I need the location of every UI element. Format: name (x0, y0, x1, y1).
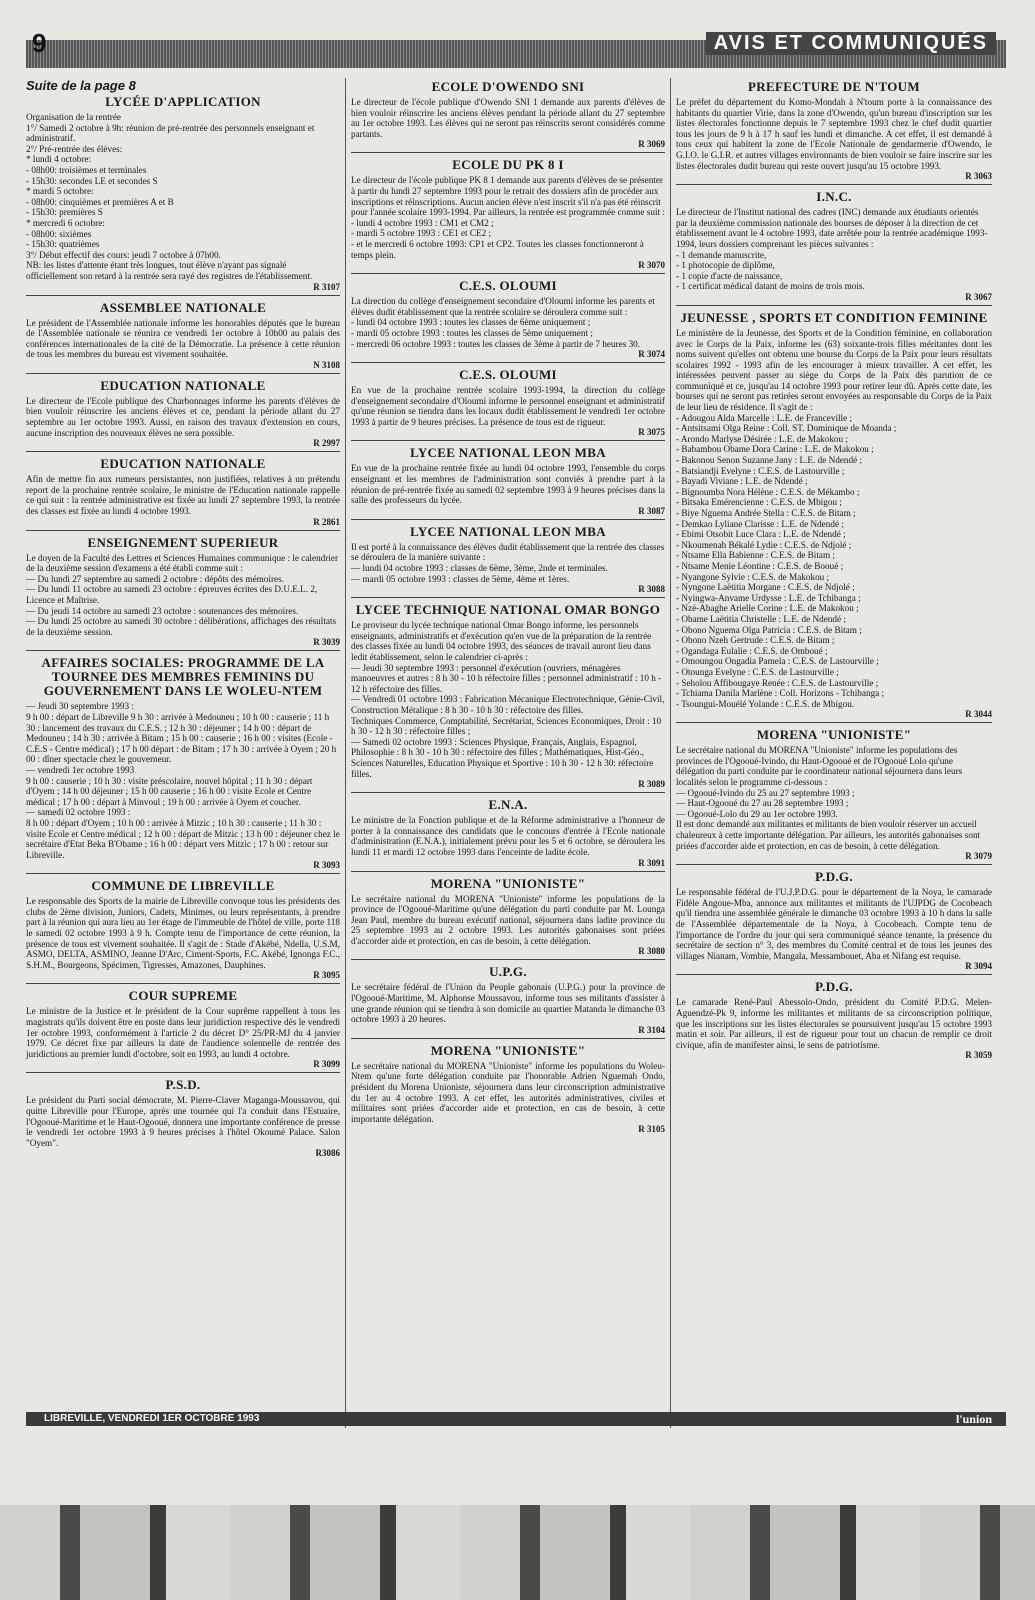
article-title: I.N.C. (816, 189, 852, 205)
article-lines (351, 620, 665, 779)
article-title: ECOLE DU PK 8 I (452, 157, 564, 173)
text-line: - Seholou Affibougaye Renée : C.E.S. de Lastourville ; (676, 677, 879, 688)
text-line: * mardi 5 octobre: (26, 186, 94, 197)
article-text: Le directeur de l'école publique d'Owendo SNI 1 demande aux parents d'élèves de bien vouloir réinscrire les anciens élèves pendant la période allant du 27 septembre au 1er octobre 1993. Les élèves qui ne seront pas réinscrits seront considérés comme partants. (351, 97, 665, 139)
article-text: En vue de la prochaine rentrée scolaire 1993-1994, la direction du collège d'enseignement secondaire d'Oloumi informe le personnel enseignant et administratif qu'une réunion se tiendra dans les locaux dudit établissement le vendredi 1er octobre 1993 à partir de 9 heures précises. La présence de tous est de rigueur. (351, 385, 665, 427)
text-line: - Bitsaka Emérencienne : C.E.S. de Mbigou ; (676, 497, 842, 508)
text-line: Le proviseur du lycée technique national Omar Bongo informe, les personnels enseignants, administratifs et d'exécution qu'en vue de la préparation de la rentrée des classes fixée au lundi 04 octobre 1993, des séances de travail auront lieu dans ledit établissement, selon le calendrier ci-après : (351, 620, 652, 662)
article-title: U.P.G. (489, 964, 527, 980)
column-2 (351, 78, 665, 1142)
text-line: - lundi 04 octobre 1993 : toutes les classes de 6ème uniquement ; (351, 317, 591, 328)
article (351, 965, 665, 1038)
article-title: LYCÉE D'APPLICATION (105, 94, 261, 109)
article (351, 279, 665, 363)
text-line: — samedi 02 octobre 1993 : (26, 807, 131, 818)
article-title: P.D.G. (815, 869, 853, 885)
article-title: P.D.G. (815, 979, 853, 995)
text-line: — Ogooué-Ivindo du 25 au 27 septembre 1993 ; (676, 787, 855, 798)
article-ref: R 3080 (638, 946, 665, 957)
text-line: - Biye Nguema Andrée Stella : C.E.S. de Bitam ; (676, 508, 856, 518)
article-title: COMMUNE DE LIBREVILLE (91, 878, 275, 894)
text-line: - Bayadi Viviane : L.E. de Ndendé ; (676, 476, 808, 487)
article-ref: R 3079 (965, 851, 992, 862)
text-line: - 08h00: sixièmes (26, 228, 92, 239)
text-line: Il est porté à la connaissance des élèves dudit établissement que la rentrée des classes se déroulera de la manière suivante : (351, 541, 665, 563)
continuation-kicker: Suite de la page 8 (26, 78, 136, 93)
article-ref: R 3067 (965, 291, 992, 302)
article-text: Le secrétaire national du MORENA "Unioniste" informe les populations du Woleu-Ntem qu'une forte délégation conduite par l'honorable Adrien Nguemah Ondo, président du Morena Unioniste, séjournera dans leur circonscription administrative du 1er au 4 octobre 1993. A cet effet, les autorités administratives, civiles et militaires sont priées d'accorder aide et protection, en cas de besoin, à cette importante délégation. (351, 1060, 665, 1124)
article (351, 603, 665, 793)
text-line: — Ogooué-Lolo du 29 au 1er octobre 1993. (676, 808, 838, 819)
article-ref: R 3095 (313, 970, 340, 981)
footer-date: LIBREVILLE, VENDREDI 1ER OCTOBRE 1993 (44, 1413, 260, 1424)
text-line: - Obono Nguema Olga Patricia : C.E.S. de Bitam ; (676, 624, 862, 635)
text-line: - Bignoumba Nora Hélène : C.E.S. de Mékambo ; (676, 486, 860, 497)
text-line: - 1 photocopie de diplôme, (676, 260, 775, 271)
text-line: - 1 copie d'acte de naissance, (676, 270, 783, 281)
text-line: — Haut-Ogooué du 27 au 28 septembre 1993 ; (676, 798, 849, 809)
article-text: Le ministre de la Fonction publique et de la Réforme administrative a l'honneur de porter à la connaissance des candidats que le concours d'entrée à l'Ecole nationale d'administration (E.N.A.), initialement prévu pour les 5 et 6 octobre, se déroulera les lundi 11 et mardi 12 octobre 1993 dans l'enceinte de ladite école. (351, 815, 665, 857)
article (351, 525, 665, 598)
text-line: - Batsiandji Evelyne : C.E.S. de Lastourville ; (676, 465, 845, 476)
article-ref: R 3039 (313, 637, 340, 648)
text-line: NB: les listes d'attente étant très longues, tout élève n'ayant pas signalé officiellement son retard à la rentrée sera rayé des registres de l'établissement. (26, 260, 313, 281)
article-ref: R 3087 (638, 505, 665, 516)
text-line: - Antsitsami Olga Reine : Coll. ST. Dominique de Moanda ; (676, 423, 897, 434)
text-line: 2°/ Pré-rentrée des élèves: (26, 143, 123, 154)
article-ref: R 3105 (638, 1124, 665, 1135)
article-ref: R 3070 (638, 260, 665, 271)
article-ref: R3086 (315, 1148, 340, 1159)
article-text: Le camarade René-Paul Abessolo-Ondo, président du Comité P.D.G. Melen-Aguendzé-Pk 9, informe les militantes et militants de sa circonscription politique, que les inscriptions sur les listes électorales se poursuivent jusqu'au 15 octobre 1993 matin et soir. Par ailleurs, il est de rigueur pour tout un chacun de remplir ce droit civique, afin de manifester ainsi, le sens de patriotisme. (676, 997, 992, 1050)
article-title: LYCEE TECHNIQUE NATIONAL OMAR BONGO (355, 602, 661, 618)
text-line: * lundi 4 octobre: (26, 154, 92, 165)
article-ref: R 3091 (638, 857, 665, 868)
scan-artifact-band (0, 1505, 1035, 1600)
page-number: 9 (32, 28, 47, 58)
article-title: EDUCATION NATIONALE (100, 377, 266, 393)
article-text: Le ministère de la Jeunesse, des Sports et de la Condition féminine, en collaboration avec le Corps de la Paix, informe les (63) soixante-trois filles méritantes dont les noms suivent qu'elles ont obtenu une bourse du Corps de la Paix pour leurs résultats scolaires 1992 - 1993 afin de les encourager à mieux travailler. A cet effet, les intéressées peuvent passer au siège du Corps de la Paix dès parution de ce communiqué et ce, jusqu'au 14 octobre 1993 pour retirer leur dû. Après cette date, les bourses qui ne seront pas retirées seront envoyées au responsable du Corps de la Paix de leur lieu de résidence. Il s'agit de : (676, 327, 992, 413)
newspaper-logo: l'union (955, 1412, 992, 1426)
article-ref: R 3044 (965, 709, 992, 720)
text-line: - mardi 5 octobre 1993 : CE1 et CE2 ; (351, 228, 492, 239)
article-title: E.N.A. (488, 797, 528, 813)
text-line: Le directeur de l'Institut national des cadres (INC) demande aux étudiants orientés par la deuxième commission nationale des bourses de déposer à la direction de cet établissement avant le 4 octobre 1993, date arrêtée pour la rentrée académique 1993-1994, leurs dossiers comprenant les pièces suivantes : (676, 207, 988, 249)
text-line: — vendredi 1er octobre 1993 (26, 764, 135, 775)
text-line: - Obame Laëtitia Christelle : L.E. de Ndendé ; (676, 613, 846, 624)
column-divider (345, 78, 346, 1428)
text-line: - Tchiama Danila Marlène : Coll. Horizons - Tchibanga ; (676, 688, 885, 699)
text-line: - Ntsame Ella Babienne : C.E.S. de Bitam ; (676, 550, 835, 561)
article (26, 879, 340, 984)
text-line: - Demkao Lyliane Clarisse : L.E. de Ndendé ; (676, 518, 844, 529)
text-line: Le secrétaire national du MORENA "Unioniste" informe les populations des provinces de l'Ogooué-Ivindo, du Haut-Ogooué et de l'Ogooué Lolo qu'une délégation du parti conduite par le coordinateur national séjournera dans leurs localités selon le programme ci-dessous : (676, 745, 963, 788)
article-title: JEUNESSE , SPORTS ET CONDITION FEMININE (680, 309, 988, 325)
text-line: - et le mercredi 6 octobre 1993: CP1 et CP2. Toutes les classes fonctionneront à temps plein. (351, 238, 644, 260)
article-ref: R 3063 (965, 171, 992, 182)
article (26, 95, 340, 296)
text-line: 3°/ Début effectif des cours: jeudi 7 octobre à 07h00. (26, 249, 221, 260)
article-ref: R 3089 (638, 779, 665, 790)
text-line: - 08h00: troisièmes et terminales (26, 164, 147, 175)
article (26, 656, 340, 874)
article-title: COUR SUPREME (128, 988, 238, 1004)
article-ref: R 3099 (313, 1059, 340, 1070)
text-line: — Vendredi 01 octobre 1993 : Fabrication Mécanique Electrotechnique, Génie-Civil, Construction Métalique : 8 h 30 - 10 h 30 : réfectoire des filles. (351, 694, 665, 715)
article (26, 457, 340, 530)
article (351, 798, 665, 871)
text-line: - Ebimi Otsobit Luce Clara : L.E. de Ndendé ; (676, 529, 846, 540)
article (26, 1078, 340, 1161)
article-title: PREFECTURE DE N'TOUM (748, 79, 920, 94)
text-line: - Nyingwa-Anvame Urdysse : L.E. de Tchibanga ; (676, 592, 861, 603)
text-line: - Tsoungui-Mouélé Yolande : C.E.S. de Mbigou. (676, 698, 855, 709)
article-ref: R 3094 (965, 961, 992, 972)
article-title: P.S.D. (165, 1077, 201, 1093)
article (26, 536, 340, 652)
article-ref: R 2997 (313, 438, 340, 449)
footer-bar (26, 1412, 1006, 1426)
article-text: Le préfet du département du Komo-Mondah à N'toum porte à la connaissance des habitants du quartier Virie, dans la zone d'Owendo, qu'un bureau d'inscription sur les listes électorales fonctionne depuis le 7 septembre 1993 chez le chef dudit quartier tous les jours de 9 h à 17 h sauf les lundi et dimanche. A cet effet, il est demandé à tous ceux qui habitent la zone de l'Ecole Nationale de gendarmerie d'Owendo, le G.I.O. le G.I.R. et autres villages environnants de bien vouloir se faire inscrire sur les listes électorales dudit bureau qui reste ouvert jusqu'au 15 octobre 1993. (676, 97, 992, 171)
article (676, 980, 992, 1063)
article-title: C.E.S. OLOUMI (459, 367, 557, 383)
text-line: - Nyngone Laëtitia Morgane : C.E.S. de Ndjolé ; (676, 582, 855, 593)
article-title: EDUCATION NATIONALE (100, 456, 266, 472)
article-text: Le secrétaire national du MORENA "Unioniste" informe les populations de la province de l'Ogooué-Maritime qu'une délégation du parti conduite par M. Lounga Jean Paul, membre du bureau exécutif national, séjournera dans ladite province du 25 septembre 1993 au 2 octobre 1993. Les autorités gabonaises sont priées d'accorder aide et protection, en cas de besoin, à cette délégation. (351, 893, 665, 946)
text-line: — Du lundi 11 octobre au samedi 23 octobre : épreuves écrites des D.U.E.L. 2, Licence et Maîtrise. (26, 584, 318, 605)
text-line: - Otounga Evelyne : C.E.S. de Lastourville ; (676, 666, 839, 677)
text-line: - Nyangone Sylvie : C.E.S. de Makokou ; (676, 571, 830, 582)
text-line: - Babambou Obame Dora Carine : L.E. de Makokou ; (676, 444, 874, 455)
text-line: - 1 certificat médical datant de moins de trois mois. (676, 281, 865, 292)
article (351, 446, 665, 519)
text-line: La direction du collège d'enseignement secondaire d'Oloumi informe les parents et élèves dudit établissement que la rentrée scolaire se déroulera comme suit : (351, 296, 655, 317)
name-list (676, 413, 992, 710)
article-title: MORENA "UNIONISTE" (756, 727, 912, 743)
article-ref: R 3059 (965, 1050, 992, 1061)
text-line: 9 h 00 : causerie ; 10 h 30 : visite préscolaire, nouvel hôpital ; 11 h 30 : départ d'Oyem ; 14 h 00 déjeuner ; 15 h 00 causerie ; 16 h 00 : visite Ecole et Centre médical ; 17 h 00 : départ à Minvoul ; 19 h 00 : arrivée à Oyem et coucher. (26, 775, 313, 807)
article (26, 989, 340, 1073)
text-line: — Jeudi 30 septembre 1993 : (26, 701, 134, 712)
article (351, 368, 665, 441)
article (676, 190, 992, 306)
text-line: - Adougou Alda Marcelle : L.E. de Franceville ; (676, 412, 853, 423)
article-title: C.E.S. OLOUMI (459, 278, 557, 294)
article-text: Le ministre de la Justice et le président de la Cour suprême rappellent à tous les magistrats qu'ils doivent être en poste dans leur juridiction respective dès le vendredi 1er octobre 1993, conformément à l'article 2 du décret D° 25/PR-MJ du 4 janvier 1979. Ce décret fixe par ailleurs la date de l'audience solennelle de rentrée des juridictions au premier lundi d'octobre, soit en 1993, au lundi 4 octobre. (26, 1006, 340, 1059)
text-line: — Samedi 02 octobre 1993 : Sciences Physique, Français, Anglais, Espagnol, Philosophie : 8 h 30 - 10 h 30 : réfectoire des filles ; Mathématiques, Hist-Géo., Sciences Naturelles, Education Physique et Sportive : 10 h 30 - 12 h 30: réfectoire filles. (351, 736, 654, 779)
article (26, 379, 340, 452)
article-title: MORENA "UNIONISTE" (430, 1042, 586, 1058)
text-line: - mardi 05 octobre 1993 : toutes les classes de 5ème uniquement ; (351, 327, 593, 338)
text-line: 9 h 00 : départ de Libreville 9 h 30 : arrivée à Medouneu ; 10 h 00 : causerie ; 11 h 30 : lancement des travaux du C.E.S. ; 12 h 30 : déjeuner ; 14 h 00 : départ de Medouneu ; 14 h 30 : arrivée à Bitam ; 15 h 00 : causerie ; 16 h 00 : visites (Ecole - C.E.S - Centre médical) ; 17 h 00 départ : de Bitam ; 17 h 30 : arrivée à Oyem ; 20 h 00 : dîner spectacle chez le gouverneur. (26, 711, 337, 765)
article-text: Le responsable fédéral de l'U.J.P.D.G. pour le département de la Noya, le camarade Fidèle Angoue-Mba, annonce aux militantes et militants de l'UJPDG de Cocobeach qu'il tiendra une assemblée générale le dimanche 03 octobre 1993 à 10 h dans la salle de l'Assemblée départementale de la Noya, à Cocobeach. Compte tenu de l'importance de l'ordre du jour qui sera communiqué séance tenante, la présence du secrétaire de section n° 3, des membres du Comité central et de tous les jeunes des villages Nianam, Vombie, Mangala, Messambouet, Aba et Nifang est requise. (676, 887, 992, 961)
article (351, 80, 665, 153)
article-title: ASSEMBLEE NATIONALE (99, 299, 267, 315)
article-text: Le président du Parti social démocrate, M. Pierre-Claver Maganga-Moussavou, qui quitte Libreville pour l'Europe, après une tournée qui l'a conduit dans l'Estuaire, l'Ogooué-Maritime et le Haut-Ogooué, donnera une importante conférence de presse le vendredi 1er octobre 1993 à 9 heures précises à l'hôtel Okoumé Palace. Salon "Oyem". (26, 1095, 340, 1148)
article-lines (26, 553, 340, 638)
article-title: LYCEE NATIONAL LEON MBA (410, 445, 606, 461)
article-text: En vue de la prochaine rentrée fixée au lundi 04 octobre 1993, l'ensemble du corps enseignant et les membres de l'administration sont conviés à prendre part à la réunion de pré-rentrée fixée au samedi 02 septembre 1993 à 9 heures précises dans la salle des professeurs du lycée. (351, 463, 665, 506)
text-line: - Arondo Marlyse Désirée : L.E. de Makokou ; (676, 433, 848, 444)
article-title: AFFAIRES SOCIALES: PROGRAMME DE LA TOURNEE DES MEMBRES FEMININS DU GOUVERNEMENT DANS LE WOLEU-NTEM (41, 655, 325, 699)
text-line: — Du jeudi 14 octobre au samedi 23 octobre : soutenances des mémoires. (26, 605, 299, 616)
article-title: MORENA "UNIONISTE" (430, 875, 586, 891)
text-line: - 1 demande manuscrite, (676, 249, 767, 260)
article (351, 158, 665, 274)
article-title: ENSEIGNEMENT SUPERIEUR (87, 534, 279, 550)
article-lines (351, 542, 665, 584)
article (351, 1044, 665, 1138)
text-line: - 15h30: secondes LE et secondes S (26, 175, 158, 186)
article (676, 870, 992, 975)
text-line: — lundi 04 octobre 1993 : classes de 6ème, 3ème, 2nde et terminales. (351, 563, 608, 574)
text-line: — Du lundi 25 octobre au samedi 30 octobre : délibérations, affichages des résultats de la deuxième session. (26, 616, 337, 637)
text-line: Techniques Commerce, Comptabilité, Secrétariat, Sciences Economiques, Droit : 10 h 30 - 12 h 30 : réfectoire filles ; (351, 715, 662, 737)
column-3 (676, 78, 992, 1068)
text-line: - Nzé-Abaghe Arielle Corine : L.E. de Makokou ; (676, 603, 859, 614)
article-ref: R 3093 (313, 860, 340, 871)
article (676, 311, 992, 723)
text-line: - lundi 4 octobre 1993 : CM1 et CM2 ; (351, 217, 494, 228)
text-line: - mercredi 06 octobre 1993 : toutes les classes de 3ème à partir de 7 heures 30. (351, 338, 641, 349)
column-divider (670, 78, 671, 1428)
article-ref: R 3069 (638, 139, 665, 150)
article-ref: R 3104 (638, 1024, 665, 1035)
text-line: — Jeudi 30 septembre 1993 : personnel d'exécution (ouvriers, ménagères manoeuvres et autres : 8 h 30 - 10 h réfectoire filles ; personnel administratif : 10 h - 12 h réfectoire des filles. (351, 662, 662, 694)
article-ref: N 3108 (313, 359, 340, 370)
article-lines (676, 207, 992, 292)
text-line: 8 h 00 : départ d'Oyem ; 10 h 00 : arrivée à Mitzic ; 10 h 30 : causerie ; 11 h 30 : visite Ecole et Centre médical ; 12 h 00 : départ de Mitzic ; 13 h 00 : déjeuner chez le secrétaire d'Etat Beka B'Obame ; 16 h 00 : départ vers Mitzic ; 17 h 00 : retour sur Libreville. (26, 817, 340, 860)
text-line: Organisation de la rentrée (26, 112, 121, 122)
text-line: - 15h30: premières S (26, 207, 103, 218)
article-ref: R 3107 (313, 281, 340, 292)
article-ref: R 3075 (638, 427, 665, 438)
article-lines (26, 701, 340, 860)
article-text: Afin de mettre fin aux rumeurs persistantes, non justifiées, relatives à un prétendu report de la prochaine rentrée scolaire, le ministre de l'Education nationale rappelle ce qui suit : la rentrée administrative est fixée au lundi 27 septembre 1993, la rentrée des classes est fixée au lundi 4 octobre 1993. (26, 474, 340, 517)
text-line: - Obono Nzeh Gertrude : C.E.S. de Bitam ; (676, 635, 835, 646)
article-title: ECOLE D'OWENDO SNI (431, 79, 585, 94)
article-lines (351, 175, 665, 260)
article-title: LYCEE NATIONAL LEON MBA (410, 523, 606, 539)
column-1 (26, 78, 340, 1166)
article-ref: R 3088 (638, 584, 665, 595)
text-line: - Nkoumenah Békalé Lydie : C.E.S. de Ndjolé ; (676, 539, 852, 550)
newspaper-page (26, 30, 1006, 1455)
article-ref: R 2861 (313, 516, 340, 527)
article-text: Le directeur de l'Ecole publique des Charbonnages informe les parents d'élèves de bien vouloir réinscrire les anciens élèves et ce, pendant la période allant du 27 septembre au 1er octobre 1993. Aussi, en raison des travaux d'extension en cours, aucune inscription des nouveaux élèves ne sera possible. (26, 395, 340, 438)
text-line: Le doyen de la Faculté des Lettres et Sciences Humaines communique : le calendrier de la deuxième session d'examens a été établi comme suit : (26, 552, 339, 574)
text-line: Le directeur de l'école publique PK 8 1 demande aux parents d'élèves de se présenter à partir du lundi 27 septembre 1993 pour le retrait des dossiers afin de procéder aux inscriptions et réinscriptions. Aucun ancien élève n'est inscrit s'il n'a pas été réinscrit pour l'année scolaire 1993-1994. Par ailleurs, la rentrée est programmée comme suit : (351, 175, 665, 218)
article (676, 80, 992, 185)
text-line: - Bakonou Senon Suzanne Jany : L.E. de Ndendé ; (676, 455, 863, 466)
article (351, 877, 665, 961)
article-lines (26, 112, 340, 282)
article-lines (351, 296, 665, 349)
text-line: 1°/ Samedi 2 octobre à 9h: réunion de pré-rentrée des personnels enseignant et administratif. (26, 122, 315, 144)
text-line: - Omoungou Ongadia Pamela : C.E.S. de Lastourville ; (676, 656, 879, 667)
article (26, 301, 340, 374)
article (676, 728, 992, 865)
article-ref: R 3074 (638, 349, 665, 360)
text-line: - 15h30: quatrièmes (26, 239, 100, 250)
article-text: Le président de l'Assemblée nationale informe les honorables députés que le bureau de l'Assemblée nationale se réunira ce vendredi 1er octobre à 10h00 au palais des conférences internationales de la cité de la Démocratie. La présence à cette réunion de tous les membres du bureau est vivement souhaitée. (26, 317, 340, 360)
text-line: - Ntsame Menie Léontine : C.E.S. de Booué ; (676, 560, 844, 571)
article-text: Le secrétaire fédéral de l'Union du Peuple gabonais (U.P.G.) pour la province de l'Ogooué-Maritime, M. Alphonse Moussavou, informe tous ses militants d'assister à une grande réunion qui se tiendra à son domicile au quartier Matanda le dimanche 03 octobre 1993 à 20 heures. (351, 982, 665, 1025)
text-line: - Ogandaga Eulalie : C.E.S. de Omboué ; (676, 645, 828, 656)
text-line: - 08h00: cinquièmes et premières A et B (26, 196, 174, 207)
section-title: AVIS ET COMMUNIQUÉS (706, 32, 996, 55)
article-text: Le responsable des Sports de la mairie de Libreville convoque tous les présidents des clubs de 2ème division, Juniors, Cadets, Minimes, ou leurs représentants, à prendre part à la réunion qui aura lieu au 1er étage de l'immeuble de l'hôtel de ville, porte 118 le samedi 02 octobre 1993 à 9 h. Compte tenu de l'importance de cette réunion, la présence de tous est vivement souhaitée. Il s'agit de : Stade d'Akébé, Ndella, U.S.M, ASMO, DELTA, ASMINO, Jeanne D'Arc, Ciment-Sports, F.C. Akébé, Ignonga F.C., S.H.M., Bourgeons, Spécimen, Tigresses, Amazones, Dauphines. (26, 896, 340, 970)
text-line: — Du lundi 27 septembre au samedi 2 octobre : dépôts des mémoires. (26, 573, 284, 584)
text-line: * mercredi 6 octobre: (26, 217, 105, 228)
text-line: Il est donc demandé aux militantes et militants de bien vouloir réserver un accueil chaleureux à cette importante délégation. Par ailleurs, les autorités gabonaises sont priées d'accorder aide et protection, en cas de besoin, à cette délégation. (676, 819, 981, 851)
article-lines (676, 745, 992, 851)
text-line: — mardi 05 octobre 1993 : classes de 5ème, 4ème et 1ères. (351, 573, 570, 584)
